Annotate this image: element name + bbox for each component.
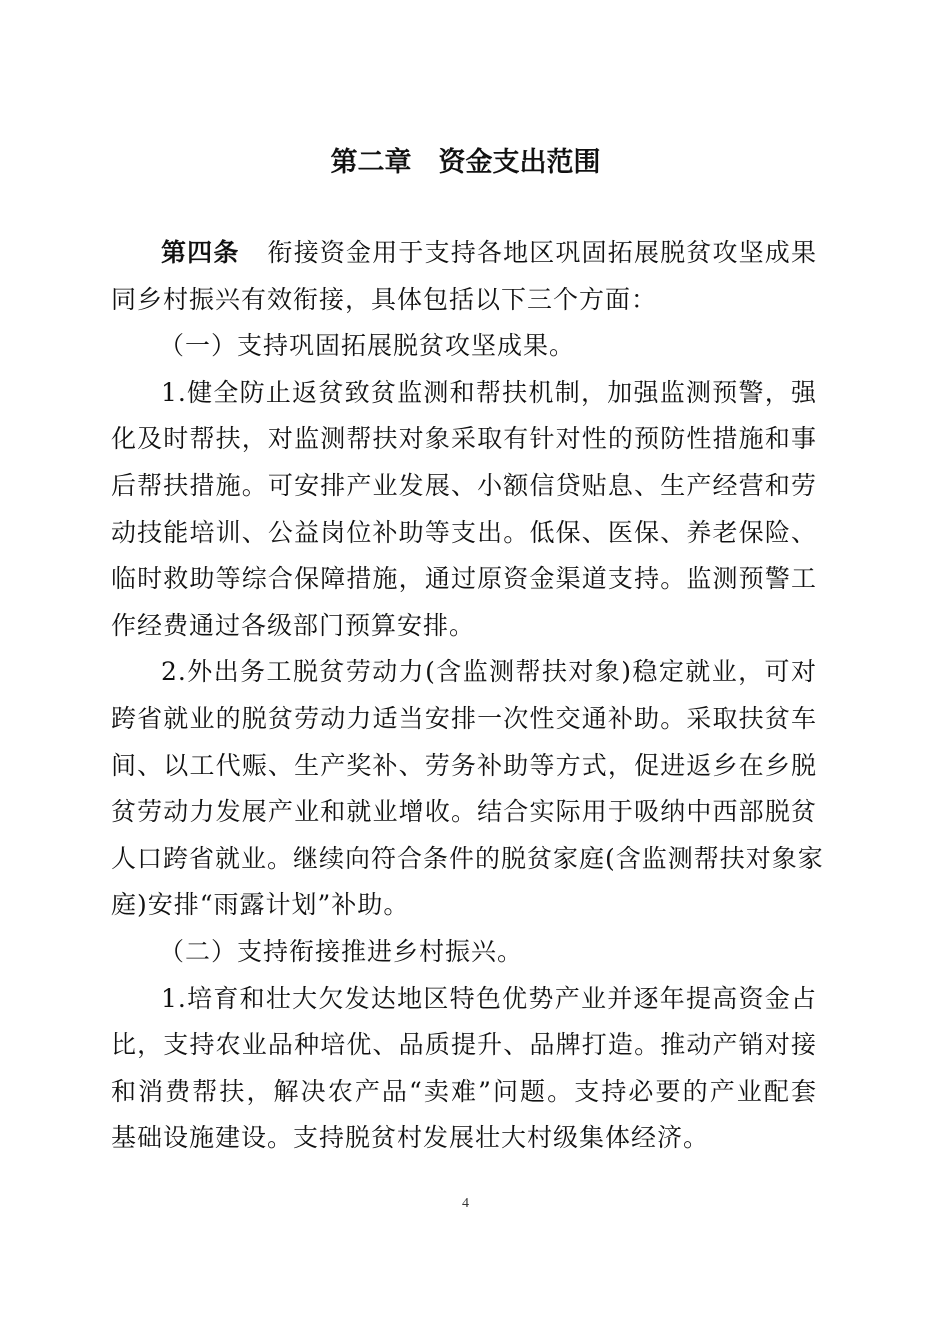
paragraph-line: 2.外出务工脱贫劳动力(含监测帮扶对象)稳定就业，可对 [161, 657, 817, 687]
paragraph-line: 间、以工代赈、生产奖补、劳务补助等方式，促进返乡在乡脱 [111, 750, 817, 780]
paragraph-line: 动技能培训、公益岗位补助等支出。低保、医保、养老保险、 [111, 517, 817, 547]
paragraph-line: 1.健全防止返贫致贫监测和帮扶机制，加强监测预警，强 [161, 377, 817, 407]
document-body [111, 230, 824, 1162]
paragraph-line: 和消费帮扶，解决农产品“卖难”问题。支持必要的产业配套 [111, 1076, 817, 1106]
paragraph-line: 1.培育和壮大欠发达地区特色优势产业并逐年提高资金占 [161, 983, 817, 1013]
paragraph-line: 作经费通过各级部门预算安排。 [111, 610, 476, 640]
article-text: 衔接资金用于支持各地区巩固拓展脱贫攻坚成果 [267, 238, 817, 267]
paragraph-line: 后帮扶措施。可安排产业发展、小额信贷贴息、生产经营和劳 [111, 470, 817, 500]
section-heading: （一）支持巩固拓展脱贫攻坚成果。 [159, 331, 576, 361]
chapter-title: 第二章 资金支出范围 [330, 147, 601, 178]
paragraph-line: 基础设施建设。支持脱贫村发展壮大村级集体经济。 [111, 1123, 710, 1153]
page-number: 4 [462, 1196, 469, 1211]
paragraph-line: 跨省就业的脱贫劳动力适当安排一次性交通补助。采取扶贫车 [111, 703, 817, 733]
paragraph-line: 临时救助等综合保障措施，通过原资金渠道支持。监测预警工 [111, 564, 817, 594]
section-heading: （二）支持衔接推进乡村振兴。 [159, 936, 524, 966]
article-line [111, 230, 817, 277]
paragraph-line: 化及时帮扶，对监测帮扶对象采取有针对性的预防性措施和事 [111, 424, 817, 454]
paragraph-line: 比，支持农业品种培优、品质提升、品牌打造。推动产销对接 [111, 1030, 817, 1060]
paragraph-line: 贫劳动力发展产业和就业增收。结合实际用于吸纳中西部脱贫 [111, 797, 817, 827]
paragraph-line: 人口跨省就业。继续向符合条件的脱贫家庭(含监测帮扶对象家 [111, 843, 824, 873]
paragraph-line: 庭)安排“雨露计划”补助。 [111, 890, 410, 920]
article-line: 同乡村振兴有效衔接，具体包括以下三个方面： [111, 284, 658, 314]
article-label: 第四条 [161, 238, 240, 267]
